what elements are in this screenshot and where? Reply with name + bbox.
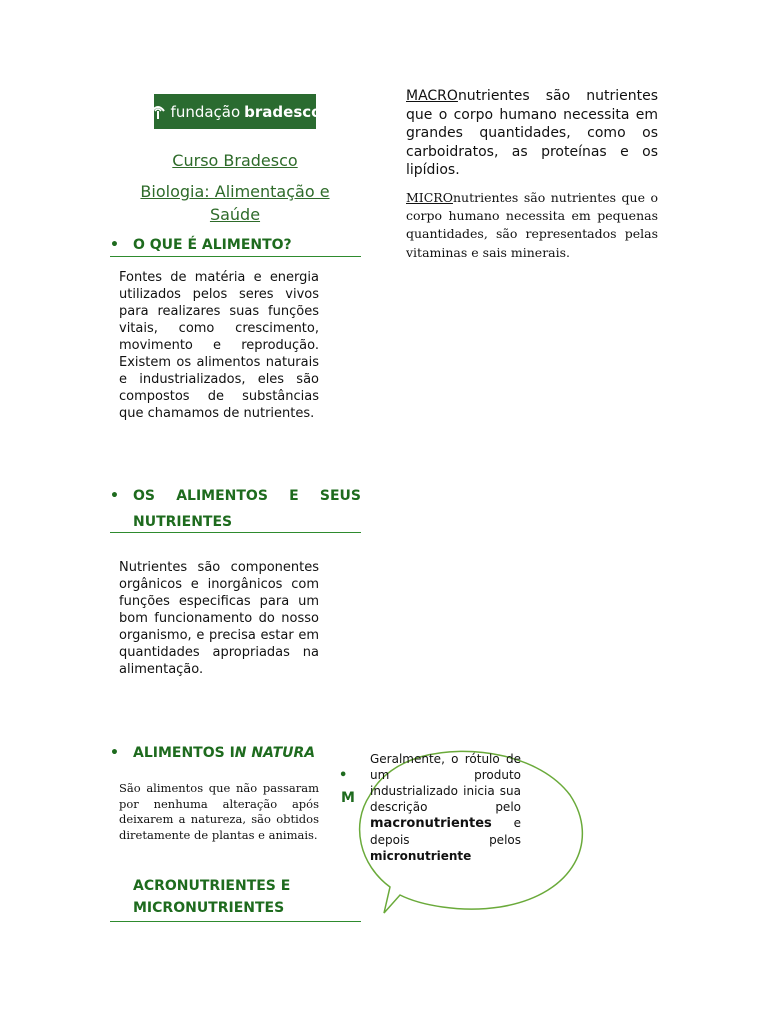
speech-bubble-text-box [370,751,521,863]
heading-prefix: ALIMENTOS I [133,745,235,761]
heading-italic: N NATURA [234,745,316,761]
heading-text [133,745,361,761]
stray-bullet: • [339,768,348,783]
logo-text-bold: bradesco [244,102,322,121]
heading-line-1: ACRONUTRIENTES E [133,878,291,894]
bubble-bold-macro: macronutrientes [370,816,492,831]
stray-letter: M [341,790,355,806]
bubble-intro: Geralmente, o rótulo de um produto industrializado inicia sua descrição pelo [370,752,521,814]
bullet: • [110,488,119,504]
heading-text: O QUE É ALIMENTO? [133,237,292,253]
bullet: • [110,237,119,253]
micro-word: MICRO [406,190,453,205]
micro-rest: nutrientes são nutrientes que o corpo humano necessita em pequenas quantidades, são representados pelas vitaminas e sais minerais. [406,190,658,260]
heading-line-2: MICRONUTRIENTES [133,900,285,916]
macro-word: MACRO [406,88,458,104]
bubble-paragraph [370,751,521,864]
bubble-mid: e depois pelos [370,816,521,847]
section-heading-what-is-food [110,237,361,257]
macronutrients-paragraph [406,87,658,180]
section-heading-macro-micro [110,875,361,922]
heading-text: OS ALIMENTOS E SEUS NUTRIENTES [133,488,361,530]
macro-rest: nutrientes são nutrientes que o corpo humano necessita em grandes quantidades, como os carboidratos, as proteínas e os lipídios. [406,88,658,178]
section-heading-in-natura [110,745,361,763]
subject-title[interactable]: Biologia: Alimentação e Saúde [140,182,330,224]
what-is-food-paragraph: Fontes de matéria e energia utilizados pelos seres vivos para realizares suas funções vitais, como crescimento, movimento e reprodução. Existem os alimentos naturais e industrializados, eles são compostos de substâncias que chamamos de nutrientes. [119,270,319,421]
in-natura-paragraph: São alimentos que não passaram por nenhuma alteração após deixarem a natureza, são obtidos diretamente de plantas e animais. [119,781,319,842]
logo-text-light: fundação [170,102,241,121]
micronutrients-paragraph [406,189,658,262]
foods-nutrients-paragraph: Nutrientes são componentes orgânicos e inorgânicos com funções especificas para um bom funcionamento do nosso organismo, e precisa estar em quantidades apropriadas na alimentação. [119,560,319,677]
bradesco-tree-icon [149,102,167,122]
bubble-bold-micro: micronutriente [370,849,472,863]
section-heading-foods-nutrients [110,483,361,533]
fundacao-bradesco-logo [154,94,322,129]
course-title[interactable]: Curso Bradesco [172,151,298,170]
bullet: • [110,745,119,761]
